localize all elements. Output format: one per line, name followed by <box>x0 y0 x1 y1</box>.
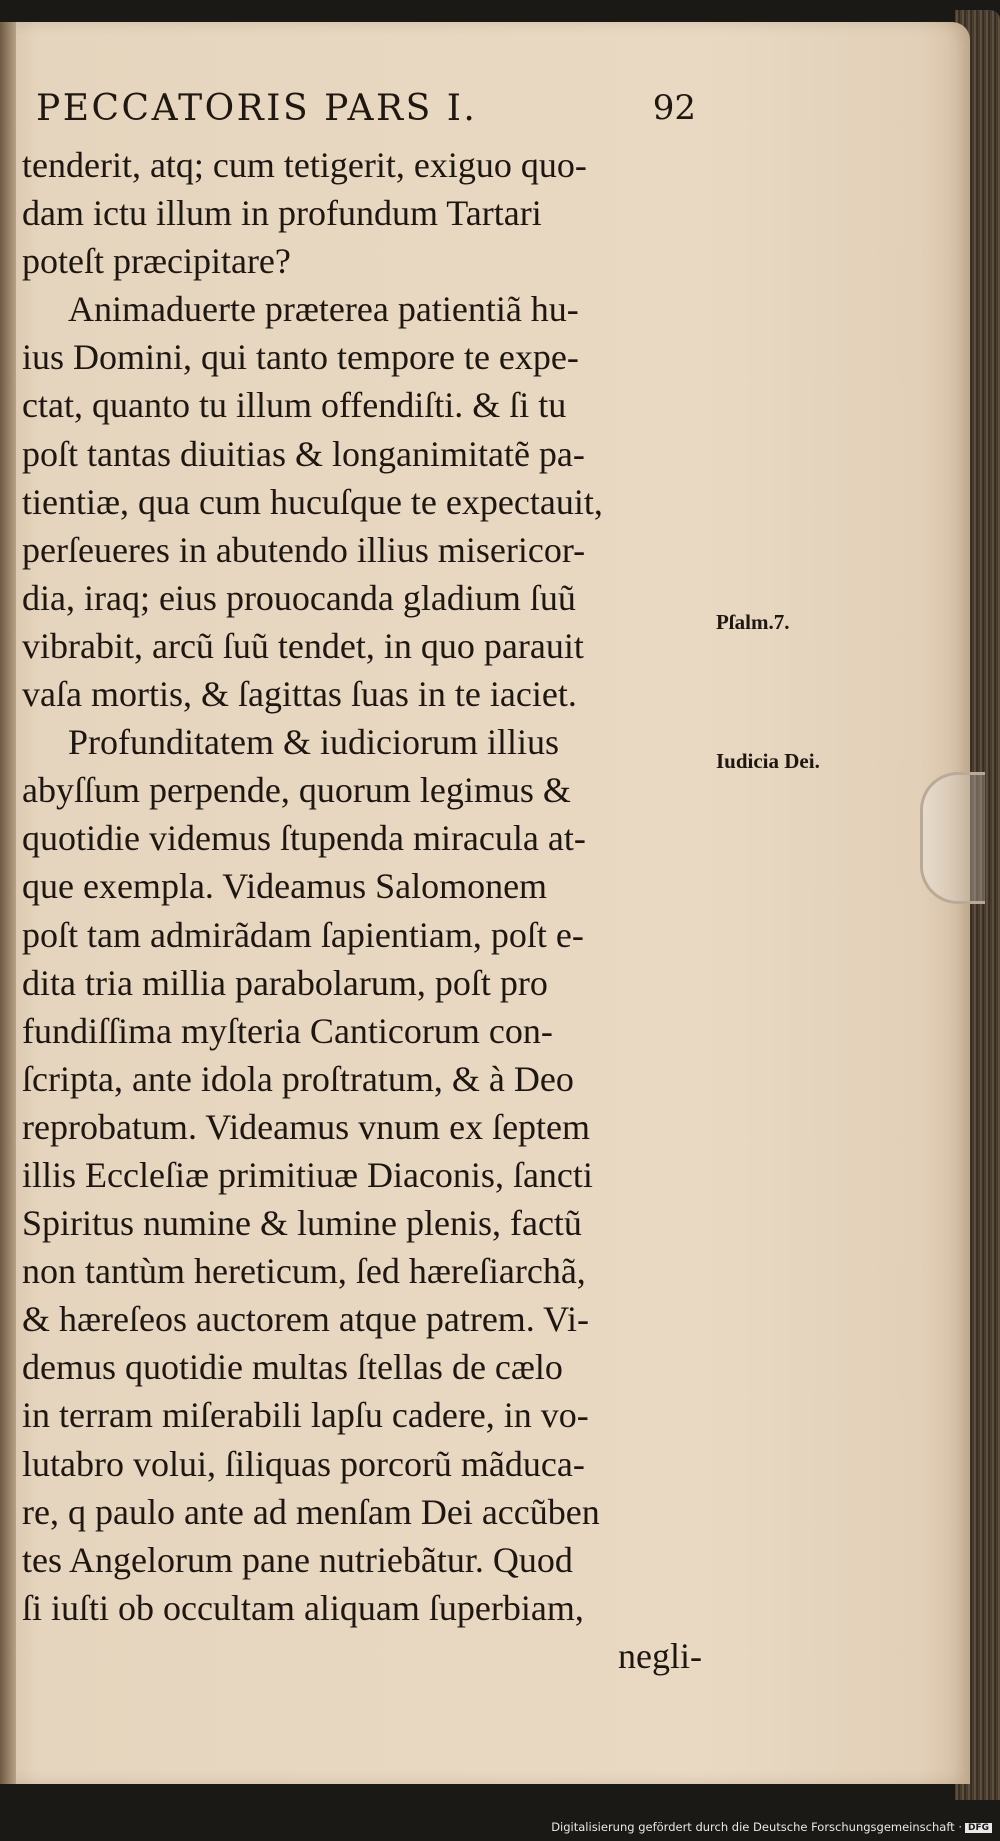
text-line: fundiſſima myſteria Canticorum con- <box>22 1010 553 1051</box>
text-line: perſeueres in abutendo illius misericor- <box>22 529 586 570</box>
credit-text: Digitalisierung gefördert durch die Deutsche Forschungsgemeinschaft · <box>551 1820 962 1834</box>
text-line: tientiæ, qua cum hucuſque te expectauit, <box>22 481 603 522</box>
text-line: Spiritus numine & lumine plenis, factũ <box>22 1203 582 1244</box>
text-line: vibrabit, arcũ ſuũ tendet, in quo parauit <box>22 625 584 666</box>
text-line: abyſſum perpende, quorum legimus & <box>22 770 571 811</box>
text-line: reprobatum. Videamus vnum ex ſeptem <box>22 1106 591 1147</box>
text-line: ius Domini, qui tanto tempore te expe- <box>22 337 579 378</box>
text-line: poteſt præcipitare? <box>22 241 291 282</box>
text-line: poſt tam admirãdam ſapientiam, poſt e- <box>22 914 584 955</box>
text-line: re, q paulo ante ad menſam Dei accũben <box>22 1491 600 1532</box>
text-line: poſt tantas diuitias & longanimitatẽ pa- <box>22 433 585 474</box>
page-header <box>36 88 696 138</box>
running-head: PECCATORIS PARS I. <box>36 88 478 129</box>
text-line: Animaduerte præterea patientiã hu- <box>68 289 579 330</box>
text-line: dia, iraq; eius prouocanda gladium ſuũ <box>22 577 576 618</box>
dfg-logo: DFG <box>965 1823 992 1833</box>
text-line: ſcripta, ante idola proſtratum, & à Deo <box>22 1058 574 1099</box>
text-line: ctat, quanto tu illum offendiſti. & ſi tu <box>22 385 567 426</box>
text-line: tenderit, atq; cum tetigerit, exiguo quo- <box>22 145 587 185</box>
body-text <box>22 141 712 1680</box>
text-line: illis Eccleſiæ primitiuæ Diaconis, ſancti <box>22 1154 593 1195</box>
page-clip <box>920 772 985 904</box>
text-line: dam ictu illum in profundum Tartari <box>22 193 542 234</box>
text-line: lutabro volui, ſiliquas porcorũ mãduca- <box>22 1443 585 1484</box>
text-line: demus quotidie multas ſtellas de cælo <box>22 1347 563 1388</box>
text-line: in terram miſerabili lapſu cadere, in vo- <box>22 1395 589 1436</box>
text-line: dita tria millia parabolarum, poſt pro <box>22 962 548 1003</box>
text-line: ſi iuſti ob occultam aliquam ſuperbiam, <box>22 1587 584 1628</box>
text-line: que exempla. Videamus Salomonem <box>22 866 548 907</box>
catchword: negli- <box>618 1635 702 1676</box>
text-line: tes Angelorum pane nutriebãtur. Quod <box>22 1539 573 1580</box>
text-line: non tantùm hereticum, ſed hæreſiarchã, <box>22 1251 586 1292</box>
marginal-note-iudicia: Iudicia Dei. <box>716 749 820 773</box>
text-line: vaſa mortis, & ſagittas ſuas in te iaciet. <box>22 674 577 715</box>
text-line: quotidie videmus ſtupenda miracula at- <box>22 818 586 859</box>
page-number: 92 <box>652 88 696 128</box>
digitization-credit <box>551 1820 992 1834</box>
marginal-note-psalm: Pſalm.7. <box>716 610 790 634</box>
text-line: Profunditatem & iudiciorum illius <box>68 722 559 763</box>
book-gutter <box>0 22 16 1784</box>
text-line: & hæreſeos auctorem atque patrem. Vi- <box>22 1299 589 1340</box>
